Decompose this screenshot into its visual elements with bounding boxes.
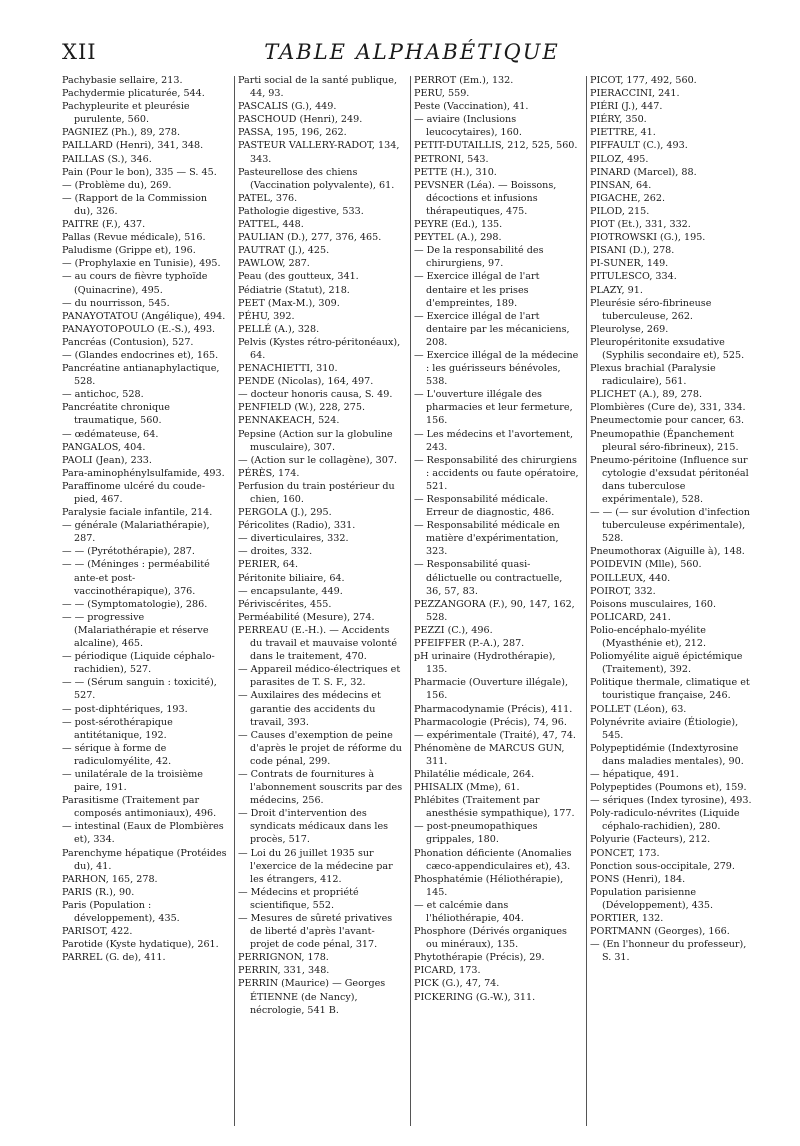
index-entry: — droites, 332. [238,546,313,558]
index-entry: PARISOT, 422. [62,926,133,938]
index-entry: Pallas (Revue médicale), 516. [62,232,206,244]
index-entry: — au cours de fièvre typhoïde (Quinacrine), 495. [62,271,208,296]
index-entry: Peste (Vaccination), 41. [414,101,529,113]
index-entry: PIFFAULT (C.), 493. [590,140,688,152]
index-entry: PEYTEL (A.), 298. [414,232,502,244]
index-entry: PONCET, 173. [590,847,660,859]
index-entry: — Auxilaires des médecins et garantie des accidents du travail, 393. [238,690,381,728]
column-divider [586,76,587,1126]
index-entry: — Responsabilité médicale. Erreur de diagnostic, 486. [414,494,555,519]
index-entry: Pelvis (Kystes rétro-péritonéaux), 64. [238,336,401,361]
index-entry: PILOZ, 495. [590,153,649,165]
index-entry: Pain (Pour le bon), 335 — S. 45. [62,166,217,178]
index-entry: PIOTROWSKI (G.), 195. [590,232,706,244]
page-header [62,40,762,70]
index-entry: Pharmacologie (Précis), 74, 96. [414,716,567,728]
index-entry: Poly-radiculo-névrites (Liquide céphalo-rachidien), 280. [590,808,740,833]
index-entry: PI-SUNER, 149. [590,258,669,270]
index-entry: Pneumo-péritoine (Influence sur cytologie d'exsudat péritonéal dans tuberculose expérimentale), 528. [590,454,749,505]
index-entry: — — (Pyrétothérapie), 287. [62,546,195,558]
index-entry: — Exercice illégal de l'art dentaire par les mécaniciens, 208. [414,310,570,348]
index-entry: PIOT (Et.), 331, 332. [590,219,691,231]
index-entry: — Droit d'intervention des syndicats médicaux dans les procès, 517. [238,808,389,846]
index-entry: PANAYOTOPOULO (E.-S.), 493. [62,323,216,335]
index-entry: — Responsabilité médicale en matière d'expérimentation, 323. [414,520,560,558]
index-entry: — Médecins et propriété scientifique, 552. [238,886,359,911]
index-entry: — encapsulante, 449. [238,585,343,597]
index-entry: PERRIN (Maurice) — Georges ÉTIENNE (de Nancy), nécrologie, 541 B. [238,978,386,1016]
index-entry: pH urinaire (Hydrothérapie), 135. [414,651,556,676]
index-entry: PERREAU (E.-H.). — Accidents du travail et mauvaise volonté dans le traitement, 470. [238,624,398,663]
index-entry: PIETTRE, 41. [590,127,656,139]
index-entry: — De la responsabilité des chirurgiens, 97. [414,245,544,270]
index-columns [62,74,782,1134]
index-entry: — Responsabilité quasi-délictuelle ou contractuelle, 36, 57, 83. [414,559,563,597]
index-entry: — générale (Malariathérapie), 287. [62,520,210,545]
index-entry: — expérimentale (Traité), 47, 74. [414,729,576,741]
index-entry: — Exercice illégal de la médecine : les guérisseurs bénévoles, 538. [414,349,579,388]
index-entry: Pleurolyse, 269. [590,323,669,335]
index-entry: PLICHET (A.), 89, 278. [590,389,703,401]
index-entry: PFEIFFER (P.-A.), 287. [414,638,525,650]
index-entry: — Loi du 26 juillet 1935 sur l'exercice de la médecine par les étrangers, 412. [238,847,393,885]
column-divider [234,76,235,1126]
index-entry: — Responsabilité des chirurgiens : accidents ou faute opératoire, 521. [414,454,579,492]
index-entry: PEZZANGORA (F.), 90, 147, 162, 528. [414,598,575,623]
index-column-1 [62,74,227,964]
index-entry: POLLET (Léon), 63. [590,703,687,715]
index-entry: PICKERING (G.-W.), 311. [414,991,536,1003]
index-entry: — Appareil médico-électriques et parasites de T. S. F., 32. [238,664,401,689]
index-column-2 [238,74,403,1017]
index-entry: Polynévrite aviaire (Étiologie), 545. [590,716,739,741]
index-entry: PÉRÈS, 174. [238,467,300,479]
index-entry: Perfusion du train postérieur du chien, 160. [238,480,395,505]
index-entry: PAOLI (Jean), 233. [62,454,152,466]
index-entry: PAGNIEZ (Ph.), 89, 278. [62,127,181,139]
index-entry: Polypeptidémie (Indextyrosine dans maladies mentales), 90. [590,742,744,767]
index-entry: Population parisienne (Développement), 435. [590,886,714,911]
index-entry: — aviaire (Inclusions leucocytaires), 160. [414,114,522,139]
index-entry: PIGACHE, 262. [590,192,666,204]
index-entry: PASSA, 195, 196, 262. [238,127,347,139]
index-entry: Polio-encéphalo-myélite (Myasthénie et), 212. [590,624,707,650]
index-entry: Péritonite biliaire, 64. [238,572,345,584]
index-entry: Pathologie digestive, 533. [238,205,364,217]
index-entry: PATTEL, 448. [238,219,304,231]
index-entry: PARREL (G. de), 411. [62,952,166,964]
index-entry: PINSAN, 64. [590,179,652,191]
index-entry: — Mesures de sûreté privatives de liberté d'après l'avant-projet de code pénal, 317. [238,913,393,951]
index-entry: Phénomène de MARCUS GUN, 311. [414,742,565,767]
index-entry: Phlébites (Traitement par anesthésie sympathique), 177. [414,795,575,820]
index-entry: — et calcémie dans l'héliothérapie, 404. [414,899,524,924]
index-entry: — post-pneumopathiques grippales, 180. [414,821,538,846]
index-entry: PEYRE (Ed.), 135. [414,219,503,231]
index-entry: PENACHIETTI, 310. [238,363,338,375]
index-entry: — unilatérale de la troisième paire, 191. [62,768,203,794]
index-entry: PELLÉ (A.), 328. [238,323,320,335]
index-entry: PIÉRY, 350. [590,114,647,126]
index-entry: Polypeptides (Poumons et), 159. [590,782,747,794]
index-entry: — hépatique, 491. [590,768,679,780]
index-entry: Parasitisme (Traitement par composés antimoniaux), 496. [62,795,217,820]
index-entry: — du nourrisson, 545. [62,297,170,309]
index-entry: — — (Symptomatologie), 286. [62,598,208,610]
index-entry: POIDEVIN (Mlle), 560. [590,559,702,571]
index-entry: PAILLAS (S.), 346. [62,153,152,165]
index-entry: PANAYOTATOU (Angélique), 494. [62,310,226,322]
index-entry: — périodique (Liquide céphalo-rachidien), 527. [62,651,215,676]
column-divider [410,76,411,1126]
index-entry: PHISALIX (Mme), 61. [414,782,520,794]
index-entry: PAUTRAT (J.), 425. [238,245,330,257]
index-entry: Pharmacie (Ouverture illégale), 156. [414,677,569,702]
index-entry: Périviscérites, 455. [238,598,332,610]
index-entry: PENNAKEACH, 524. [238,415,340,427]
index-entry: — sérique à forme de radiculomyélite, 42. [62,742,172,767]
index-entry: PARHON, 165, 278. [62,873,158,885]
index-entry: — post-diphtériques, 193. [62,703,188,715]
index-entry: Pachydermie plicaturée, 544. [62,88,205,100]
index-entry: PICK (G.), 47, 74. [414,978,500,990]
index-entry: PINARD (Marcel), 88. [590,166,697,178]
index-entry: PEZZI (C.), 496. [414,624,493,636]
index-entry: Phosphatémie (Héliothérapie), 145. [414,873,564,898]
index-entry: PEET (Max-M.), 309. [238,297,340,309]
index-entry: PAILLARD (Henri), 341, 348. [62,140,204,152]
index-entry: — (Problème du), 269. [62,179,172,191]
index-entry: PIERACCINI, 241. [590,88,680,100]
index-entry: PASCALIS (G.), 449. [238,101,337,113]
index-entry: Paraffinome ulcéré du coude-pied, 467. [62,480,206,505]
index-entry: Philatélie médicale, 264. [414,768,535,780]
index-entry: — (Prophylaxie en Tunisie), 495. [62,258,221,270]
index-entry: — Exercice illégal de l'art dentaire et les prises d'empreintes, 189. [414,271,540,309]
index-entry: Pleurésie séro-fibrineuse tuberculeuse, 262. [590,297,712,322]
index-entry: Para-aminophénylsulfamide, 493. [62,467,225,479]
page-number: XII [62,40,97,64]
index-entry: Poisons musculaires, 160. [590,598,717,610]
index-entry: PANGALOS, 404. [62,441,146,453]
index-entry: PARIS (R.), 90. [62,886,135,898]
index-entry: Pharmacodynamie (Précis), 411. [414,703,573,715]
index-entry: PICOT, 177, 492, 560. [590,75,697,86]
index-entry: PISANI (D.), 278. [590,245,675,257]
index-entry: Pasteurellose des chiens (Vaccination polyvalente), 61. [238,166,395,191]
index-entry: Pancréas (Contusion), 527. [62,336,194,348]
index-entry: Perméabilité (Mesure), 274. [238,611,375,623]
running-title: TABLE ALPHABÉTIQUE [264,40,560,64]
index-entry: — L'ouverture illégale des pharmacies et leur fermeture, 156. [414,389,573,427]
index-entry: Pneumopathie (Épanchement pleural séro-fibrineux), 215. [590,428,739,453]
index-entry: Pachybasie sellaire, 213. [62,75,183,86]
index-entry: Paludisme (Grippe et), 196. [62,245,196,257]
index-entry: Phytothérapie (Précis), 29. [414,952,545,964]
index-entry: Pancréatite chronique traumatique, 560. [62,402,170,427]
index-entry: Pleuropéritonite exsudative (Syphilis secondaire et), 525. [590,336,745,361]
index-entry: — Contrats de fournitures à l'abonnement souscrits par des médecins, 256. [238,768,403,807]
index-entry: PERIER, 64. [238,559,299,571]
index-entry: Parotide (Kyste hydatique), 261. [62,939,219,951]
index-entry: — intestinal (Eaux de Plombières et), 334. [62,821,224,846]
index-entry: PEVSNER (Léa). — Boissons, décoctions et infusions thérapeutiques, 475. [414,179,557,217]
index-entry: PENFIELD (W.), 228, 275. [238,402,366,414]
index-entry: Plexus brachial (Paralysie radiculaire), 561. [590,363,716,388]
index-entry: Paris (Population : développement), 435. [62,899,180,924]
index-entry: PERRIGNON, 178. [238,952,329,964]
index-entry: Parenchyme hépatique (Protéides du), 41. [62,847,227,872]
index-entry: PETRONI, 543. [414,153,489,165]
index-entry: PERU, 559. [414,88,470,100]
index-entry: — — (Sérum sanguin : toxicité), 527. [62,677,217,702]
index-entry: — — (Méninges : perméabilité ante-et post-vaccinothérapique), 376. [62,559,210,597]
index-entry: — (Rapport de la Commission du), 326. [62,192,208,217]
index-entry: — — progressive (Malariathérapie et réserve alcaline), 465. [62,611,209,650]
index-entry: PONS (Henri), 184. [590,873,686,885]
index-column-4 [590,74,755,964]
index-entry: Péricolites (Radio), 331. [238,520,356,532]
index-entry: Pneumectomie pour cancer, 63. [590,415,745,427]
index-entry: PAITRE (F.), 437. [62,219,146,231]
index-entry: — (Action sur le collagène), 307. [238,454,398,466]
index-entry: — Causes d'exemption de peine d'après le projet de réforme du code pénal, 299. [238,729,402,767]
index-entry: PERRIN, 331, 348. [238,965,330,977]
index-entry: Plombières (Cure de), 331, 334. [590,402,746,414]
index-entry: PETTE (H.), 310. [414,166,497,178]
index-entry: PÉHU, 392. [238,310,295,322]
index-entry: — diverticulaires, 332. [238,533,349,545]
index-entry: Polyurie (Facteurs), 212. [590,834,711,846]
index-entry: PETIT-DUTAILLIS, 212, 525, 560. [414,140,578,152]
index-entry: Pancréatine antianaphylactique, 528. [62,363,220,388]
index-entry: PERGOLA (J.), 295. [238,507,332,519]
index-entry: Parti social de la santé publique, 44, 93. [238,75,398,100]
index-entry: PORTIER, 132. [590,913,664,924]
index-entry: — post-sérothérapique antitétanique, 192. [62,716,173,741]
index-entry: — œdémateuse, 64. [62,428,159,440]
index-entry: PILOD, 215. [590,205,650,217]
index-entry: Ponction sous-occipitale, 279. [590,860,735,872]
index-entry: PITULESCO, 334. [590,271,677,283]
index-entry: Pepsine (Action sur la globuline musculaire), 307. [238,428,393,453]
index-entry: — sériques (Index tyrosine), 493. [590,795,752,807]
index-entry: PIÉRI (J.), 447. [590,101,663,113]
index-entry: Phosphore (Dérivés organiques ou minéraux), 135. [414,926,567,951]
index-entry: — — (— sur évolution d'infection tuberculeuse expérimentale), 528. [590,507,750,545]
index-entry: POIROT, 332. [590,585,656,597]
index-entry: PAULIAN (D.), 277, 376, 465. [238,232,382,244]
index-entry: POILLEUX, 440. [590,572,671,584]
index-entry: Pneumothorax (Aiguille à), 148. [590,546,745,558]
index-entry: PICARD, 173. [414,965,481,977]
index-entry: PLAZY, 91. [590,284,643,296]
index-entry: Peau (des goutteux, 341. [238,271,359,283]
index-entry: PAWLOW, 287. [238,258,310,270]
index-entry: — antichoc, 528. [62,389,144,401]
index-entry: PENDE (Nicolas), 164, 497. [238,376,374,388]
index-entry: PERROT (Em.), 132. [414,75,514,86]
index-entry: Poliomyélite aiguë épictémique (Traitement), 392. [590,651,743,676]
index-entry: — (Glandes endocrines et), 165. [62,349,219,361]
index-entry: PASTEUR VALLERY-RADOT, 134, 343. [238,140,400,165]
index-entry: Paralysie faciale infantile, 214. [62,507,213,519]
index-entry: PATEL, 376. [238,192,298,204]
index-entry: Politique thermale, climatique et touristique française, 246. [590,677,750,702]
index-entry: PASCHOUD (Henri), 249. [238,114,363,126]
index-entry: — Les médecins et l'avortement, 243. [414,428,574,453]
index-entry: Pédiatrie (Statut), 218. [238,284,350,296]
index-entry: — (En l'honneur du professeur), S. 31. [590,939,747,964]
index-entry: POLICARD, 241. [590,611,671,623]
index-entry: — docteur honoris causa, S. 49. [238,389,393,401]
index-entry: PORTMANN (Georges), 166. [590,926,730,938]
index-column-3 [414,74,579,1004]
index-entry: Pachypleurite et pleurésie purulente, 560. [62,101,190,126]
index-entry: Phonation déficiente (Anomalies cæco-appendiculaires et), 43. [414,847,572,872]
